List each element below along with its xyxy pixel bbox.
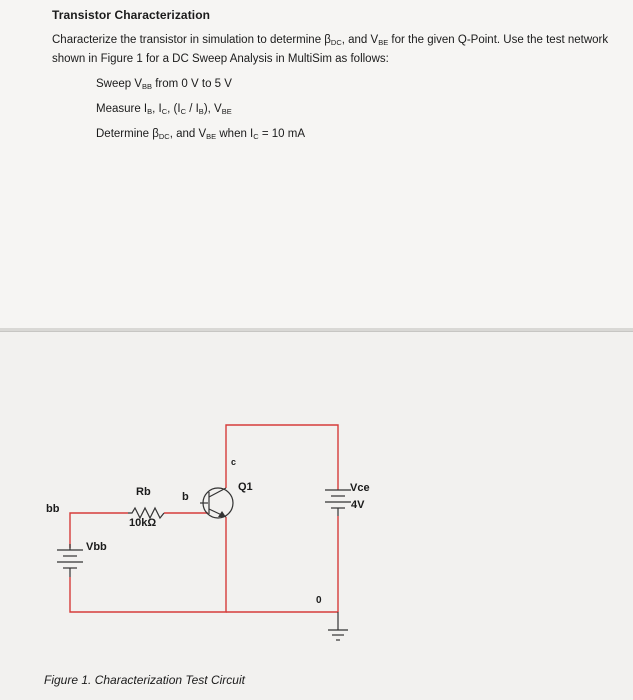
rb-label: Rb [136, 486, 151, 498]
step-measure: Measure $I_B$, $I_C$, $(I_C / I_B)$, $V_{BE}$ [96, 103, 232, 116]
ground-symbol [328, 612, 348, 640]
step-sweep: Sweep $V_{BB}$ from 0 V to 5 V [96, 78, 232, 91]
vbb-label: Vbb [86, 541, 107, 553]
vce-value: 4V [351, 499, 365, 511]
intro-paragraph: Characterize the transistor in simulation to determine $\beta_{DC}$, and $V_{BE}$ for the given Q-Point. Use the test network shown in Figure 1 for a DC Sweep Analysis in MultiSim as follows: [52, 34, 609, 65]
circuit-diagram [0, 332, 633, 672]
figure-caption: Figure 1. Characterization Test Circuit [44, 673, 245, 687]
vce-label: Vce [350, 482, 370, 494]
circuit-wires [70, 425, 338, 612]
vbb-battery-symbol [57, 544, 83, 577]
vce-battery-symbol [325, 490, 351, 516]
rb-value: 10kΩ [129, 517, 157, 529]
node-label-b: b [182, 491, 189, 503]
node-label-0: 0 [316, 595, 322, 606]
q1-label: Q1 [238, 481, 253, 493]
node-label-c: c [231, 457, 237, 467]
section-title: Transistor Characterization [52, 8, 211, 22]
step-determine: Determine $\beta_{DC}$, and $V_{BE}$ when $I_C = 10$ mA [96, 128, 306, 141]
node-label-bb: bb [46, 503, 60, 515]
